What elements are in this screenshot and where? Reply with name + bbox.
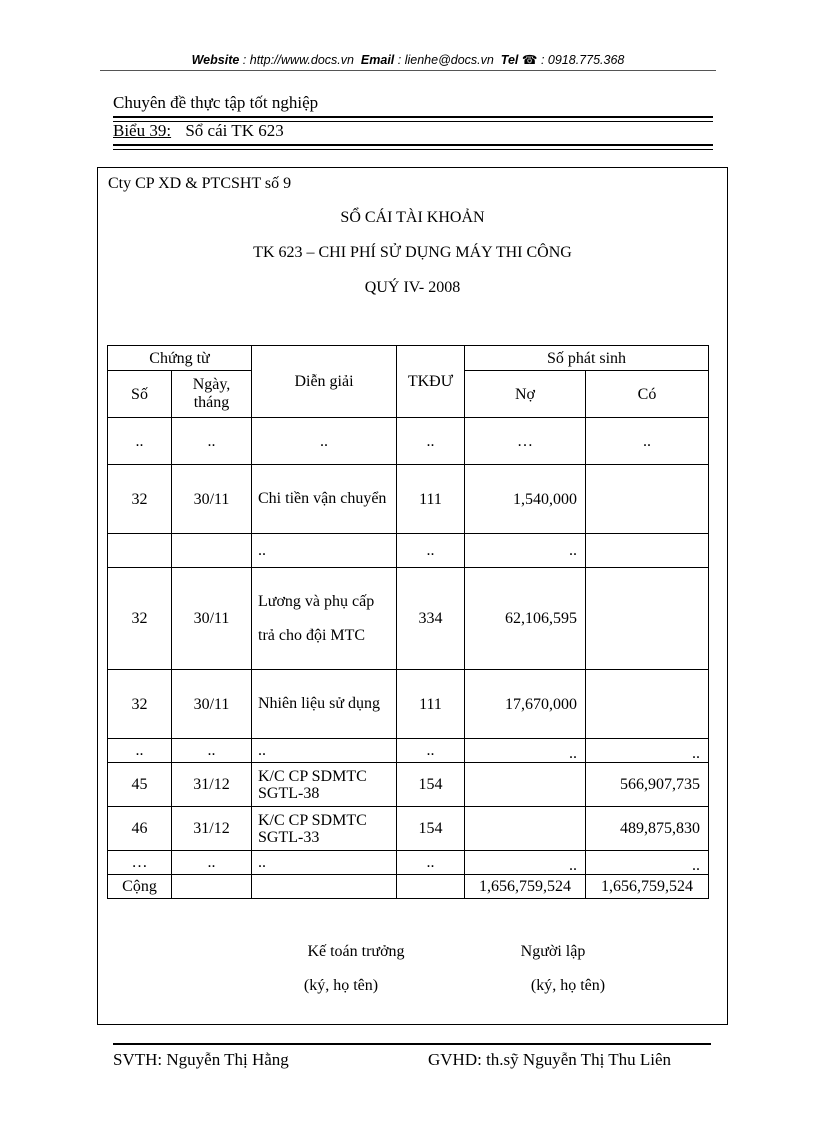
- row-credit: [586, 534, 709, 568]
- row-debit: 62,106,595: [465, 568, 586, 670]
- website-label: Website: [191, 53, 240, 67]
- row-number: 32: [108, 568, 172, 670]
- phone-icon: ☎: [521, 53, 538, 67]
- footer-supervisor: GVHD: th.sỹ Nguyễn Thị Thu Liên: [428, 1050, 672, 1069]
- row-date: ..: [172, 851, 252, 875]
- total-debit: 1,656,759,524: [465, 875, 586, 899]
- company-name: Cty CP XD & PTCSHT số 9: [108, 175, 292, 192]
- exhibit-label: Biểu 39:: [113, 121, 172, 140]
- table-row: [108, 851, 709, 875]
- col-number: Số: [108, 371, 172, 418]
- website-header: [100, 52, 716, 67]
- table-row: [108, 465, 709, 534]
- row-contra-account: 111: [397, 670, 465, 739]
- row-credit: ..: [586, 418, 709, 465]
- row-number: 46: [108, 807, 172, 851]
- ledger-account: TK 623 – CHI PHÍ SỬ DỤNG MÁY THI CÔNG: [253, 244, 572, 261]
- row-contra-account: 154: [397, 763, 465, 807]
- row-credit: [586, 568, 709, 670]
- row-credit: 566,907,735: [586, 763, 709, 807]
- row-credit: [586, 670, 709, 739]
- row-number: ..: [108, 418, 172, 465]
- row-debit: …: [465, 418, 586, 465]
- total-row: [108, 875, 709, 899]
- row-contra-account: 154: [397, 807, 465, 851]
- tel-label: Tel: [500, 53, 519, 67]
- row-number: [108, 534, 172, 568]
- row-number: …: [108, 851, 172, 875]
- row-debit: ..: [465, 739, 586, 763]
- row-credit: [586, 465, 709, 534]
- ledger-title: SỔ CÁI TÀI KHOẢN: [340, 209, 485, 226]
- table-row: [108, 568, 709, 670]
- table-row: [108, 739, 709, 763]
- preparer-label: Người lập: [520, 943, 586, 960]
- row-debit: 17,670,000: [465, 670, 586, 739]
- col-date: Ngày, tháng: [172, 371, 252, 418]
- footer-student: SVTH: Nguyễn Thị Hằng: [113, 1050, 289, 1069]
- col-contra-account: TKĐƯ: [397, 346, 465, 418]
- row-date: ..: [172, 739, 252, 763]
- row-description: Nhiên liệu sử dụng: [252, 670, 397, 739]
- row-date: [172, 534, 252, 568]
- row-description: K/C CP SDMTC SGTL-38: [252, 763, 397, 807]
- table-row: [108, 418, 709, 465]
- row-date: 30/11: [172, 670, 252, 739]
- row-contra-account: ..: [397, 418, 465, 465]
- table-row: [108, 807, 709, 851]
- row-description: K/C CP SDMTC SGTL-33: [252, 807, 397, 851]
- row-date: 31/12: [172, 763, 252, 807]
- row-description: Lương và phụ cấp trả cho đội MTC: [252, 568, 397, 670]
- row-debit: 1,540,000: [465, 465, 586, 534]
- row-credit: 489,875,830: [586, 807, 709, 851]
- row-contra-account: 111: [397, 465, 465, 534]
- subheading-double-rule: [113, 144, 713, 150]
- row-credit: ..: [586, 739, 709, 763]
- total-empty-cell: [397, 875, 465, 899]
- row-debit: [465, 807, 586, 851]
- row-contra-account: ..: [397, 851, 465, 875]
- row-contra-account: ..: [397, 739, 465, 763]
- total-empty-cell: [252, 875, 397, 899]
- row-number: 45: [108, 763, 172, 807]
- footer-rule: [113, 1043, 711, 1045]
- header-row-1: [108, 346, 709, 371]
- row-date: ..: [172, 418, 252, 465]
- col-description: Diễn giải: [252, 346, 397, 418]
- row-date: 30/11: [172, 568, 252, 670]
- row-description: ..: [252, 534, 397, 568]
- tel-value: : 0918.775.368: [540, 53, 625, 67]
- row-description: Chi tiền vận chuyển: [252, 465, 397, 534]
- total-empty-cell: [172, 875, 252, 899]
- col-debit: Nợ: [465, 371, 586, 418]
- exhibit-title: Sổ cái TK 623: [185, 121, 284, 140]
- total-label: Cộng: [108, 875, 172, 899]
- col-credit: Có: [586, 371, 709, 418]
- table-row: [108, 670, 709, 739]
- row-credit: ..: [586, 851, 709, 875]
- row-description: ..: [252, 851, 397, 875]
- row-debit: ..: [465, 851, 586, 875]
- col-voucher: Chứng từ: [108, 346, 252, 371]
- row-contra-account: 334: [397, 568, 465, 670]
- email-value[interactable]: : lienhe@docs.vn: [397, 53, 494, 67]
- document-heading: Chuyên đề thực tập tốt nghiệp: [113, 93, 319, 112]
- row-number: ..: [108, 739, 172, 763]
- row-date: 31/12: [172, 807, 252, 851]
- total-credit: 1,656,759,524: [586, 875, 709, 899]
- preparer-sign-note: (ký, họ tên): [530, 977, 606, 994]
- exhibit-line: [113, 121, 284, 141]
- row-debit: [465, 763, 586, 807]
- row-description: ..: [252, 739, 397, 763]
- header-divider: [100, 70, 716, 71]
- row-date: 30/11: [172, 465, 252, 534]
- row-number: 32: [108, 670, 172, 739]
- chief-accountant-label: Kế toán trưởng: [307, 943, 405, 960]
- table-row: [108, 534, 709, 568]
- website-url[interactable]: : http://www.docs.vn: [242, 53, 354, 67]
- chief-accountant-sign-note: (ký, họ tên): [303, 977, 379, 994]
- email-label: Email: [360, 53, 395, 67]
- row-debit: ..: [465, 534, 586, 568]
- row-description: ..: [252, 418, 397, 465]
- row-contra-account: ..: [397, 534, 465, 568]
- table-row: [108, 763, 709, 807]
- row-number: 32: [108, 465, 172, 534]
- col-amounts: Số phát sinh: [465, 346, 709, 371]
- ledger-period: QUÝ IV- 2008: [364, 279, 461, 296]
- ledger-table: [107, 345, 709, 899]
